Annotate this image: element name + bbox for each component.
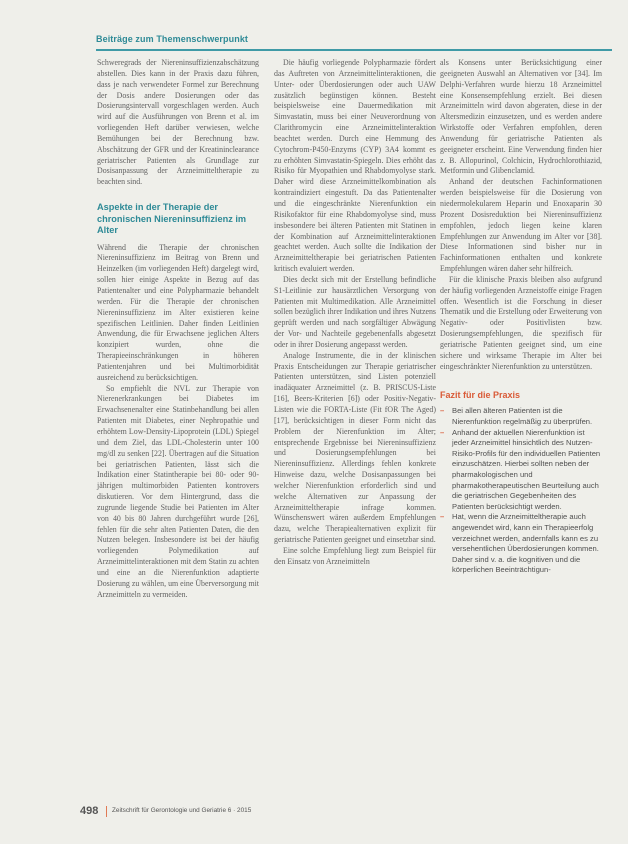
fazit-heading: Fazit für die Praxis [440,390,521,401]
paragraph: als Konsens unter Berücksichtigung einer geeigneten Auswahl an Alternativen vor [34]. Im Delphi-Verfahren wurde hierzu 18 Arzneimittel eine Konsensempfehlung erzielt. Bei diesen Arzneimitteln wird davon abgeraten, diese in der Altersmedizin einzusetzen, und es werden andere Wirkstoffe oder Verfahren empfohlen, deren Anwendung für geriatrische Patienten als geeigneter erscheint. Eine Verwendung finden hier z. B. Allopurinol, Colchicin, Hydrochlorothiazid, Metformin und Glibenclamid. [440,58,602,176]
fazit-item-text: Anhand der aktuellen Nierenfunktion ist jeder Arzneimittel hinsichtlich des Nutzen-Risiko-Profils für den individuellen Patienten einzuschätzen. Hierbei sollten neben der pharmakologischen und pharmakotherapeutischen Beurteilung auch die geriatrischen Gegebenheiten des Patienten berücksichtigt werden. [452,427,601,511]
paragraph: Analoge Instrumente, die in der klinischen Praxis Entscheidungen zur Therapie geriatrischer Patienten unterstützen, sind Listen potenziell inadäquater Arzneimittel (z. B. PRISCUS-Liste [16], Beers-Kriterien [6]) oder Positiv-Negativ-Listen wie die FORTA-Liste (Fit fOR The Aged) [17], berücksichtigen in dieser Form nicht das Problem der Nierenfunktion im Alter; entsprechende Ergebnisse bei Niereninsuffizienz und Dosierungsempfehlungen bei Niereninsuffizienz. Allerdings fehlen konkrete Hinweise dazu, welche Dosisanpassungen bei welcher Nierenfunktion erforderlich sind und welche Alternativen zur Anpassung der Arzneimitteltherapie infrage kommen. Wünschenswert wären außerdem Empfehlungen dazu, welche Therapiealternativen explizit für geriatrische Patienten geeignet und einsetzbar sind. [274,350,436,545]
paragraph: Die häufig vorliegende Polypharmazie fördert das Auftreten von Arzneimittelinteraktionen, die Unter- oder Überdosierungen oder auch UAW zusätzlich begünstigen können. Besteht beispielsweise eine Dauermedikation mit Simvastatin, muss bei einer Neuverordnung von Clarithromycin eine Arzneimittelinteraktion beachtet werden. Durch eine Hemmung des Cytochrom-P450-Enzyms (CYP) 3A4 kommt es zu erhöhten Simvastatin-Spiegeln. Dies erhöht das Risiko für Myopathien und Rhabdomyolyse stark. Daher wird diese Arzneimittelkombination als kontraindiziert eingestuft. Da das Patientenalter und die eingeschränkte Nierenfunktion ein Risikofaktor für eine Rhabdomyolyse sind, muss insbesondere bei älteren Patienten mit Statinen in der Kombination auf Arzneimittelinteraktionen geachtet werden. Auch sollte die Indikation der Arzneimitteltherapie bei geriatrischen Patienten kritisch evaluiert werden. [274,58,436,274]
fazit-item [440,512,602,576]
dash-bullet-icon: – [440,427,445,437]
fazit-item-text: Bei allen älteren Patienten ist die Nierenfunktion regelmäßig zu überprüfen. [452,406,593,427]
paragraph: Anhand der deutschen Fachinformationen werden beispielsweise für die Dosierung von niedermolekularem Heparin und Enoxaparin 30 Prozent Dosisreduktion bei Niereninsuffizienz empfohlen, jedoch liegen keine klaren Empfehlungen zur Anwendung im Alter vor [38]. Diese Informationen sind bisher nur in Fachinformationen enthalten und konkrete Empfehlungen wären daher sehr hilfreich. [440,177,602,274]
section-title: Beiträge zum Themenschwerpunkt [96,34,249,44]
fazit-item [440,406,602,427]
page-header [96,34,612,44]
paragraph: Eine solche Empfehlung liegt zum Beispiel für den Einsatz von Arzneimitteln [274,545,436,566]
dash-bullet-icon: – [440,512,445,522]
paragraph: Schweregrads der Niereninsuffizienzabschätzung abstellen. Dies kann in der Praxis dazu führen, dass je nach verwendeter Formel zur Berechnung der Dosis andere Dosierungen oder das Dosierungsintervall vorgeschlagen werden. Auch wird auf die Ausführungen von Brenn et al. im vorliegenden Heft darüber verwiesen, welche Bemühungen bei der Berechnung bzw. Abschätzung der GFR und der Kreatininclearance geriatrischer Patienten als Grundlage zur Dosisanpassung der Arzneimitteltherapie zu beachten sind. [97,58,259,187]
fazit-item-text: Hat, wenn die Arzneimitteltherapie auch angewendet wird, kann ein Therapieerfolg verzeichnet werden, andernfalls kann es zu versehentlichen Überdosierungen kommen. Daher sind v. a. die kognitiven und die körperlichen Beeinträchtigun- [452,512,599,575]
column-left [97,58,259,600]
fazit-list [440,406,602,576]
column-middle [274,58,436,568]
journal-name: Zeitschrift für Gerontologie und Geriatrie 6 · 2015 [112,807,252,814]
fazit-item [440,428,602,513]
footer-separator [106,806,107,817]
page-footer [80,805,600,819]
subheading: Aspekte in der Therapie der chronischen Niereninsuffizienz im Alter [97,202,247,236]
paragraph: Dies deckt sich mit der Erstellung befindliche S1-Leitlinie zur hausärztlichen Versorgung von Patienten mit Multimedikation. Alle Arzneimittel sollen bezüglich ihrer Indikation und ihres Nutzens geprüft werden und nach sorgfältiger Abwägung der Vor- und Nachteile gegebenenfalls abgesetzt oder in ihrer Dosierung angepasst werden. [274,274,436,349]
header-rule [96,49,612,51]
page-number: 498 [80,805,99,817]
paragraph: Während die Therapie der chronischen Niereninsuffizienz im Beitrag von Brenn und Heinzelken (im vorliegenden Heft) dargelegt wird, sollen hier einige Aspekte in Bezug auf das Patientenalter und eine Polypharmazie behandelt werden. Für die Therapie der chronischen Niereninsuffizienz im Alter existieren keine spezifischen Leitlinien. Daher finden Leitlinien Anwendung, die für Erwachsene jeglichen Alters konzipiert wurden, ohne die Therapieeinschränkungen in höheren Patientenjahren und bei Multimorbidität ausreichend zu berücksichtigen. [97,242,259,382]
paragraph: So empfiehlt die NVL zur Therapie von Nierenerkrankungen bei Diabetes im Erwachsenenalter eine Statinbehandlung bei allen Patienten mit Diabetes, einer Nephropathie und erhöhtem Low-Density-Lipoprotein (LDL) Spiegel und dem Ziel, das LDL-Cholesterin unter 100 mg/dl zu senken [22]. Übertragen auf die Situation bei geriatrischen Patienten, lässt sich die Indikation einer Statintherapie bei 80- oder 90-jährigen multimorbiden Patienten kontrovers diskutieren. Vor dem Hintergrund, dass die zugrunde liegende Studie bei Patienten im Alter von 40 bis 80 Jahren durchgeführt wurde [26], fehlen für die sehr alten Patienten Daten, die den Nutzen belegen. Insbesondere ist bei der häufig vorliegenden Polymedikation auf Arzneimittelinteraktionen mit dem Statin zu achten und eine an die Nierenfunktion adaptierte Dosierung zu wählen, um eine Überversorgung mit Arzneimitteln zu vermeiden. [97,383,259,599]
column-right [440,58,602,576]
paragraph: Für die klinische Praxis bleiben also aufgrund der häufig vorliegenden Arzneistoffe einige Fragen offen. Wesentlich ist die Forschung in dieser Thematik und die Erstellung oder Erweiterung von Negativ- oder Positivlisten bzw. Dosierungsempfehlungen, die spezifisch für geriatrische Patienten geeignet sind, um eine sichere und wirksame Therapie im Alter bei eingeschränkter Nierenfunktion zu unterstützen. [440,274,602,371]
dash-bullet-icon: – [440,406,445,416]
